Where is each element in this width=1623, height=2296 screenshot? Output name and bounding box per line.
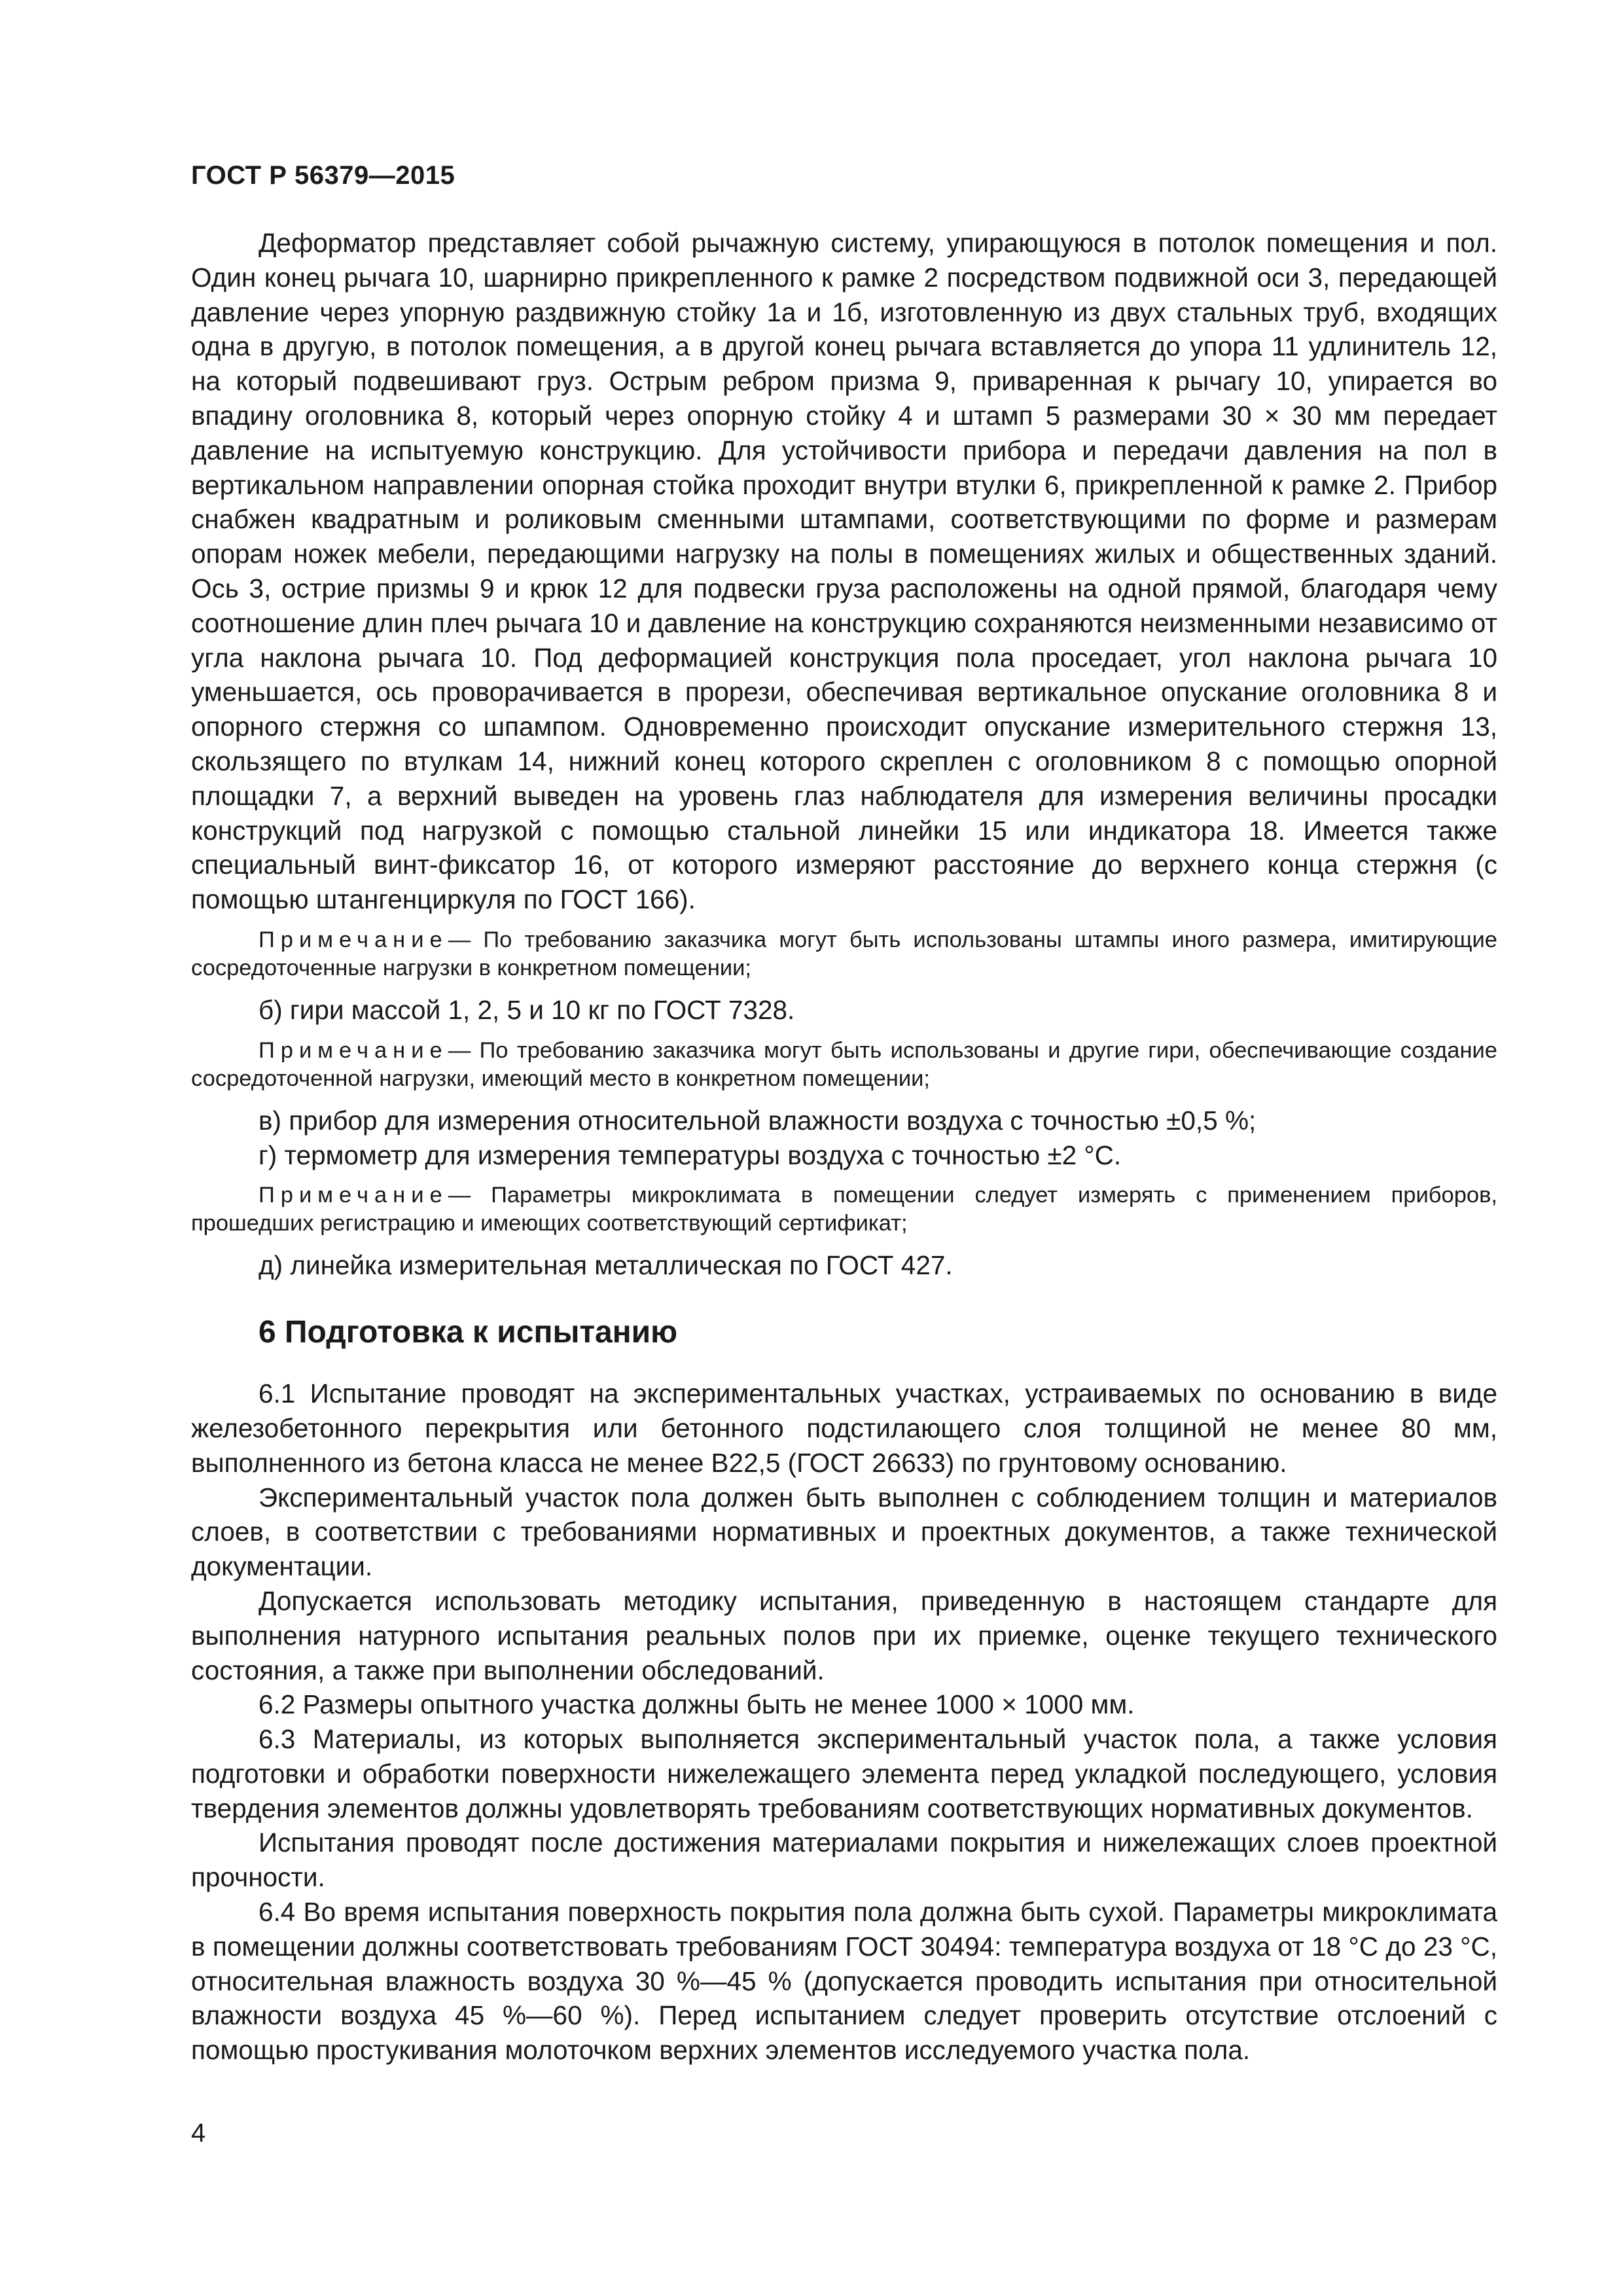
note-text: — По требованию заказчика могут быть использованы и другие гири, обеспечивающие создание сосредоточенной нагрузки, имеющий место в конкретном помещении;	[191, 1037, 1497, 1091]
list-item-g: г) термометр для измерения температуры воздуха с точностью ±2 °С.	[259, 1139, 1122, 1170]
note-stamps	[191, 926, 1497, 982]
list-item-v: в) прибор для измерения относительной влажности воздуха с точностью ±0,5 %;	[259, 1105, 1257, 1136]
paragraph-6-3: 6.3 Материалы, из которых выполняется экспериментальный участок пола, а также условия подготовки и обработки поверхности нижележащего элемента перед укладкой последующего, условия твердения элементов должны удовлетворять требованиям соответствующих нормативных документов.	[191, 1724, 1497, 1823]
deformator-description-paragraph: Деформатор представляет собой рычажную систему, упирающуюся в потолок помещения и пол. Один конец рычага 10, шарнирно прикрепленного к рамке 2 посредством подвижной оси 3, передающей давление через упорную раздвижную стойку 1а и 1б, изготовленную из двух стальных труб, входящих одна в другую, в потолок помещения, а в другой конец рычага вставляется до упора 11 удлинитель 12, на который подвешивают груз. Острым ребром призма 9, приваренная к рычагу 10, упирается во впадину оголовника 8, который через опорную стойку 4 и штамп 5 размерами 30 × 30 мм передает давление на испытуемую конструкцию. Для устойчивости прибора и передачи давления на пол в вертикальном направлении опорная стойка проходит внутри втулки 6, прикрепленной к рамке 2. Прибор снабжен квадратным и роликовым сменными штампами, соответствующими по форме и размерам опорам ножек мебели, передающими нагрузку на полы в помещениях жилых и общественных зданий. Ось 3, острие призмы 9 и крюк 12 для подвески груза расположены на одной прямой, благодаря чему соотношение длин плеч рычага 10 и давление на конструкцию сохраняются неизменными независимо от угла наклона рычага 10. Под деформацией конструкция пола проседает, угол наклона рычага 10 уменьшается, ось проворачивается в прорези, обеспечивая вертикальное опускание оголовника 8 и опорного стержня со шпампом. Одновременно происходит опускание измерительного стержня 13, скользящего по втулкам 14, нижний конец которого скреплен с оголовником 8 с помощью опорной площадки 7, а верхний выведен на уровень глаз наблюдателя для измерения величины просадки конструкций под нагрузкой с помощью стальной линейки 15 или индикатора 18. Имеется также специальный винт-фиксатор 16, от которого измеряют расстояние до верхнего конца стержня (с помощью штангенциркуля по ГОСТ 166).	[191, 228, 1497, 915]
page-number: 4	[191, 2119, 206, 2147]
note-label: Примечание	[259, 927, 448, 952]
note-text: — По требованию заказчика могут быть использованы штампы иного размера, имитирующие сосредоточенные нагрузки в конкретном помещении;	[191, 927, 1497, 980]
note-label: Примечание	[259, 1037, 448, 1063]
page-content	[191, 226, 1497, 2068]
section-6-title: 6 Подготовка к испытанию	[259, 1315, 678, 1350]
paragraph-6-1-b: Экспериментальный участок пола должен быть выполнен с соблюдением толщин и материалов слоев, в соответствии с требованиями нормативных и проектных документов, а также технической документации.	[191, 1482, 1497, 1582]
list-item-b: б) гири массой 1, 2, 5 и 10 кг по ГОСТ 7328.	[259, 994, 795, 1025]
paragraph-6-2: 6.2 Размеры опытного участка должны быть не менее 1000 × 1000 мм.	[259, 1689, 1135, 1720]
note-label: Примечание	[259, 1183, 448, 1208]
note-text: — Параметры микроклимата в помещении следует измерять с применением приборов, прошедших регистрацию и имеющих соответствующий сертификат;	[191, 1183, 1497, 1236]
list-item-d: д) линейка измерительная металлическая по ГОСТ 427.	[259, 1250, 953, 1281]
paragraph-6-4: 6.4 Во время испытания поверхность покрытия пола должна быть сухой. Параметры микроклимата в помещении должны соответствовать требованиям ГОСТ 30494: температура воздуха от 18 °С до 23 °С, относительная влажность воздуха 30 %—45 % (допускается проводить испытания при относительной влажности воздуха 45 %—60 %). Перед испытанием следует проверить отсутствие отслоений с помощью простукивания молоточком верхних элементов исследуемого участка пола.	[191, 1897, 1497, 2066]
document-code-header: ГОСТ Р 56379—2015	[191, 161, 455, 190]
note-microclimate	[191, 1181, 1497, 1238]
note-weights	[191, 1037, 1497, 1093]
paragraph-6-1: 6.1 Испытание проводят на экспериментальных участках, устраиваемых по основанию в виде железобетонного перекрытия или бетонного подстилающего слоя толщиной не менее 80 мм, выполненного из бетона класса не менее В22,5 (ГОСТ 26633) по грунтовому основанию.	[191, 1378, 1497, 1478]
paragraph-6-1-c: Допускается использовать методику испытания, приведенную в настоящем стандарте для выполнения натурного испытания реальных полов при их приемке, оценке текущего технического состояния, а также при выполнении обследований.	[191, 1585, 1497, 1685]
paragraph-6-3-b: Испытания проводят после достижения материалами покрытия и нижележащих слоев проектной прочности.	[191, 1827, 1497, 1893]
